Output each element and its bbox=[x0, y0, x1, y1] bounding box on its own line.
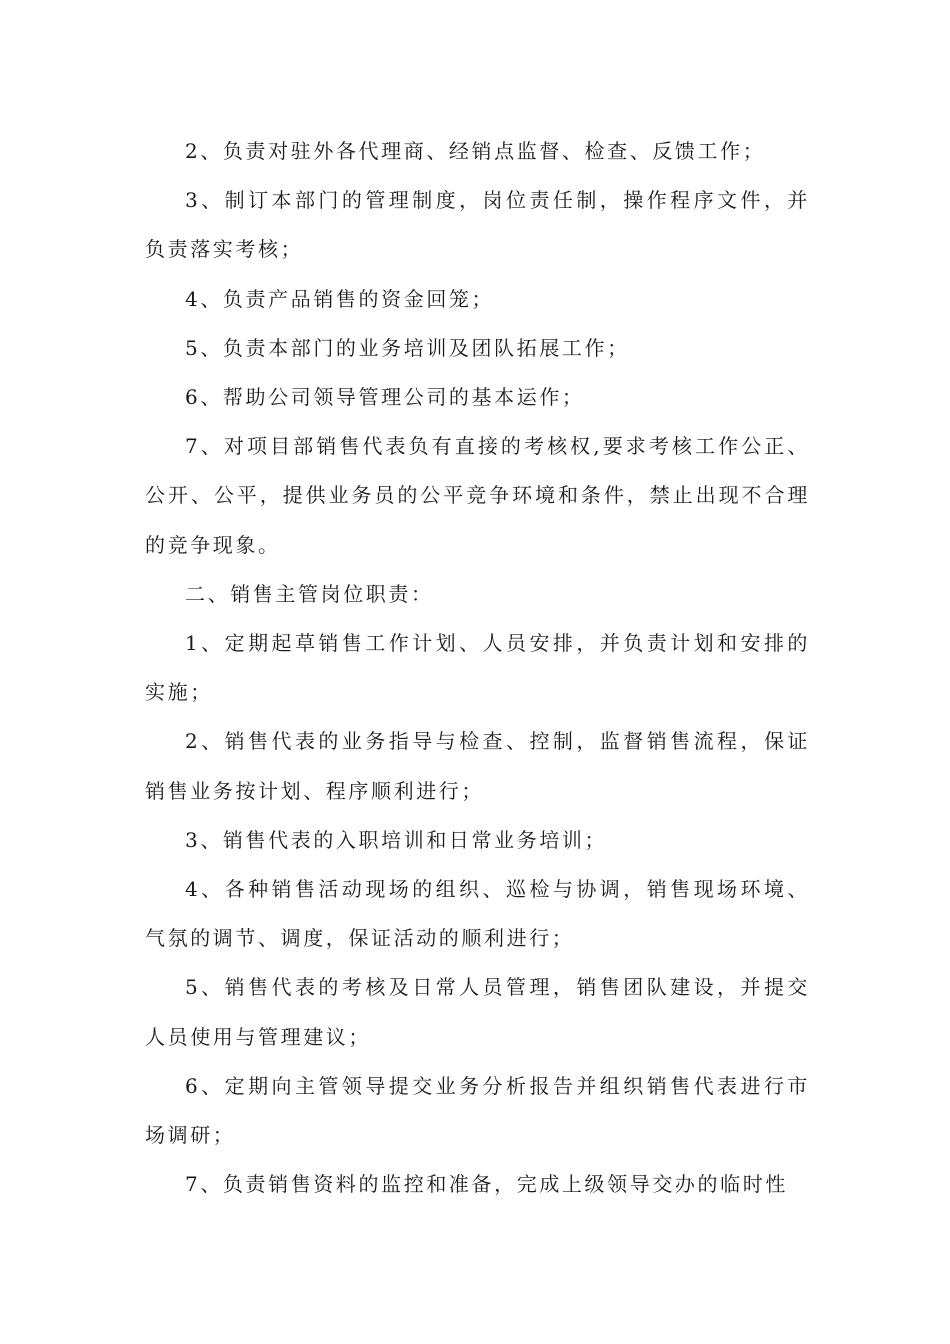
paragraph-onboarding: 3、销售代表的入职培训和日常业务培训； bbox=[185, 827, 608, 852]
paragraph-training: 5、负责本部门的业务培训及团队拓展工作； bbox=[185, 335, 630, 360]
paragraph-management-rules: 3、制订本部门的管理制度，岗位责任制，操作程序文件，并负责落实考核； bbox=[145, 188, 810, 262]
paragraph-sales-materials: 7、负责销售资料的监控和准备，完成上级领导交办的临时性 bbox=[185, 1172, 788, 1197]
paragraph-assist-leadership: 6、帮助公司领导管理公司的基本运作； bbox=[185, 385, 585, 410]
section-heading-sales-supervisor: 二、销售主管岗位职责： bbox=[185, 581, 434, 606]
paragraph-guidance: 2、销售代表的业务指导与检查、控制，监督销售流程，保证销售业务按计划、程序顺利进行； bbox=[145, 729, 810, 803]
paragraph-market-research: 6、定期向主管领导提交业务分析报告并组织销售代表进行市场调研； bbox=[145, 1073, 810, 1148]
paragraph-work-plan: 1、定期起草销售工作计划、人员安排，并负责计划和安排的实施； bbox=[145, 631, 810, 705]
paragraph-assessment: 7、对项目部销售代表负有直接的考核权,要求考核工作公正、公开、公平，提供业务员的公平竞争环境和条件，禁止出现不合理的竞争现象。 bbox=[145, 434, 810, 557]
paragraph-team-building: 5、销售代表的考核及日常人员管理，销售团队建设，并提交人员使用与管理建议； bbox=[145, 975, 810, 1049]
paragraph-event-coordination: 4、各种销售活动现场的组织、巡检与协调，销售现场环境、气氛的调节、调度，保证活动的顺利进行； bbox=[145, 877, 810, 951]
paragraph-agent-supervision: 2、负责对驻外各代理商、经销点监督、检查、反馈工作； bbox=[185, 139, 766, 163]
paragraph-fund-collection: 4、负责产品销售的资金回笼； bbox=[185, 286, 495, 311]
document-body bbox=[145, 127, 810, 1209]
